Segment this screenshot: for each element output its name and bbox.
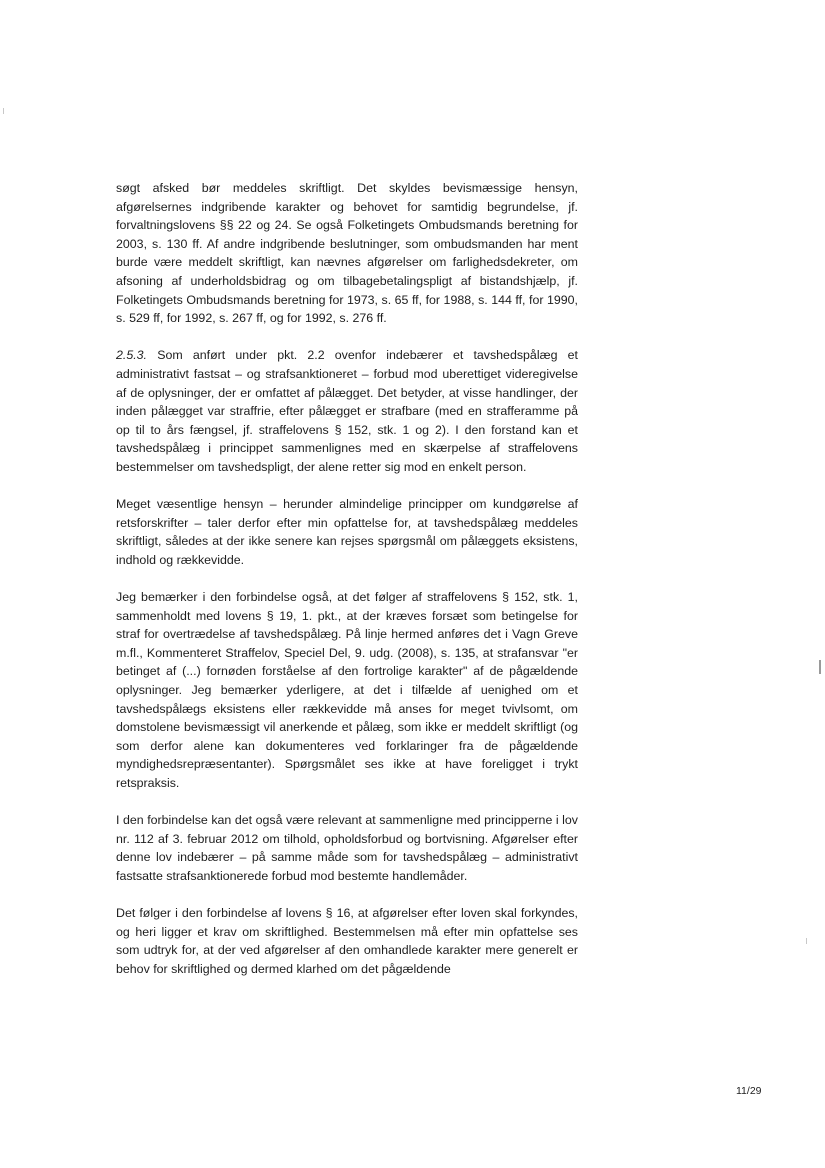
paragraph-5-text: I den forbindelse kan det også være relevant at sammenligne med principperne i lov nr. 112 af 3. februar 2012 om tilhold, opholdsforbud og bortvisning. Afgørelser efter denne lov indebærer – på samme måde som for tavshedspålæg – administrativt fastsatte strafsanktionerede forbud mod bestemte handlemåder. bbox=[116, 813, 578, 883]
paragraph-2-text: Som anført under pkt. 2.2 ovenfor indebærer et tavshedspålæg et administrativt fastsat – og strafsanktioneret – forbud mod uberettiget videregivelse af de oplysninger, der er omfattet af pålægget. Det betyder, at visse handlinger, der inden pålægget var straffrie, efter pålægget er strafbare (med en strafferamme på op til to års fængsel, jf. straffelovens § 152, stk. 1 og 2). I den forstand kan et tavshedspålæg i princippet sammenlignes med en skærpelse af straffelovens bestemmelser om tavshedspligt, der alene retter sig mod en enkelt person. bbox=[116, 348, 578, 474]
body-text bbox=[116, 179, 578, 997]
paragraph-4-text: Jeg bemærker i den forbindelse også, at det følger af straffelovens § 152, stk. 1, sammenholdt med lovens § 19, 1. pkt., at der kræves forsæt som betingelse for straf for overtrædelse af tavshedspålæg. På linje hermed anføres det i Vagn Greve m.fl., Kommenteret Straffelov, Speciel Del, 9. udg. (2008), s. 135, at strafansvar "er betinget af (...) fornøden forståelse af den fortrolige karakter" af de pågældende oplysninger. Jeg bemærker yderligere, at det i tilfælde af uenighed om et tavshedspålægs eksistens eller rækkevidde må anses for meget tvivlsomt, om domstolene bevismæssigt vil anerkende et pålæg, som ikke er meddelt skriftligt (og som derfor alene kan dokumenteres ved forklaringer fra de pågældende myndighedsrepræsentanter). Spørgsmålet ses ikke at have foreligget i trykt retspraksis. bbox=[116, 590, 578, 790]
paragraph-5 bbox=[116, 811, 578, 885]
paragraph-1-text: søgt afsked bør meddeles skriftligt. Det skyldes bevismæssige hensyn, afgørelsernes indgribende karakter og behovet for samtidig begrundelse, jf. forvaltningslovens §§ 22 og 24. Se også Folketingets Ombudsmands beretning for 2003, s. 130 ff. Af andre indgribende beslutninger, som ombudsmanden har ment burde være meddelt skriftligt, kan nævnes afgørelser om farlighedsdekreter, om afsoning af underholdsbidrag og om tilbagebetalingspligt af bistandshjælp, jf. Folketingets Ombudsmands beretning for 1973, s. 65 ff, for 1988, s. 144 ff, for 1990, s. 529 ff, for 1992, s. 267 ff, og for 1992, s. 276 ff. bbox=[116, 181, 578, 326]
paragraph-1 bbox=[116, 179, 578, 328]
paragraph-4 bbox=[116, 588, 578, 793]
paragraph-6-text: Det følger i den forbindelse af lovens § 16, at afgørelser efter loven skal forkyndes, og heri ligger et krav om skriftlighed. Bestemmelsen må efter min opfattelse ses som udtryk for, at der ved afgørelser af den omhandlede karakter mere generelt er behov for skriftlighed og dermed klarhed om det pågældende bbox=[116, 906, 578, 976]
paragraph-6 bbox=[116, 904, 578, 978]
paragraph-3 bbox=[116, 495, 578, 569]
paragraph-3-text: Meget væsentlige hensyn – herunder almindelige principper om kundgørelse af retsforskrifter – taler derfor efter min opfattelse for, at tavshedspålæg meddeles skriftligt, således at der ikke senere kan rejses spørgsmål om pålæggets eksistens, indhold og rækkevidde. bbox=[116, 497, 578, 567]
scan-artifact bbox=[3, 108, 4, 114]
paragraph-2 bbox=[116, 346, 578, 476]
scan-artifact bbox=[819, 660, 821, 674]
section-reference: 2.5.3. bbox=[116, 348, 148, 363]
scan-artifact bbox=[806, 938, 807, 944]
page-number: 11/29 bbox=[736, 1085, 762, 1097]
